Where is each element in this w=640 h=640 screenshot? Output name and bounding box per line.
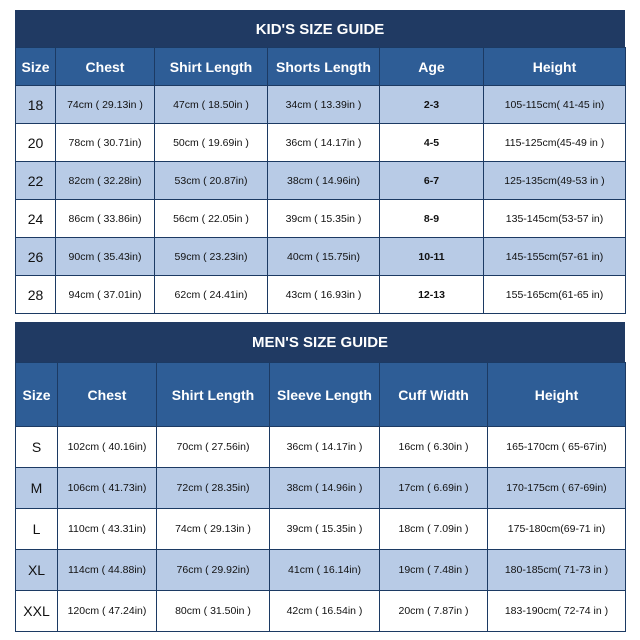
table-row [16, 468, 626, 509]
size-cell: 18 [16, 86, 56, 124]
height-cell: 135-145cm(53-57 in) [484, 200, 626, 238]
chest-cell: 78cm ( 30.71in) [56, 124, 155, 162]
size-cell: 22 [16, 162, 56, 200]
sleeve-length-cell: 39cm ( 15.35in ) [270, 509, 380, 550]
size-cell: 24 [16, 200, 56, 238]
chest-cell: 74cm ( 29.13in ) [56, 86, 155, 124]
kids-col-chest: Chest [56, 48, 155, 86]
chest-cell: 110cm ( 43.31in) [58, 509, 157, 550]
table-row [16, 86, 626, 124]
cuff-width-cell: 18cm ( 7.09in ) [380, 509, 488, 550]
shorts-length-cell: 40cm ( 15.75in) [268, 238, 380, 276]
mens-col-cuff-width: Cuff Width [380, 363, 488, 427]
size-cell: 28 [16, 276, 56, 314]
age-cell: 8-9 [380, 200, 484, 238]
shorts-length-cell: 36cm ( 14.17in ) [268, 124, 380, 162]
height-cell: 125-135cm(49-53 in ) [484, 162, 626, 200]
shorts-length-cell: 34cm ( 13.39in ) [268, 86, 380, 124]
mens-col-height: Height [488, 363, 626, 427]
mens-col-sleeve-length: Sleeve Length [270, 363, 380, 427]
chest-cell: 94cm ( 37.01in) [56, 276, 155, 314]
cuff-width-cell: 16cm ( 6.30in ) [380, 427, 488, 468]
mens-header-row [16, 363, 626, 427]
age-cell: 2-3 [380, 86, 484, 124]
shirt-length-cell: 62cm ( 24.41in) [155, 276, 268, 314]
mens-col-shirt-length: Shirt Length [157, 363, 270, 427]
mens-col-size: Size [16, 363, 58, 427]
shirt-length-cell: 47cm ( 18.50in ) [155, 86, 268, 124]
kids-size-table [15, 47, 626, 314]
shirt-length-cell: 70cm ( 27.56in) [157, 427, 270, 468]
kids-col-height: Height [484, 48, 626, 86]
table-row [16, 276, 626, 314]
mens-size-guide [15, 322, 625, 632]
kids-col-size: Size [16, 48, 56, 86]
kids-col-age: Age [380, 48, 484, 86]
sleeve-length-cell: 42cm ( 16.54in ) [270, 591, 380, 632]
mens-col-chest: Chest [58, 363, 157, 427]
table-row [16, 162, 626, 200]
height-cell: 115-125cm(45-49 in ) [484, 124, 626, 162]
height-cell: 105-115cm( 41-45 in) [484, 86, 626, 124]
height-cell: 183-190cm( 72-74 in ) [488, 591, 626, 632]
shirt-length-cell: 56cm ( 22.05in ) [155, 200, 268, 238]
chest-cell: 102cm ( 40.16in) [58, 427, 157, 468]
shirt-length-cell: 59cm ( 23.23in) [155, 238, 268, 276]
chest-cell: 86cm ( 33.86in) [56, 200, 155, 238]
cuff-width-cell: 17cm ( 6.69in ) [380, 468, 488, 509]
shirt-length-cell: 80cm ( 31.50in ) [157, 591, 270, 632]
height-cell: 175-180cm(69-71 in) [488, 509, 626, 550]
chest-cell: 90cm ( 35.43in) [56, 238, 155, 276]
mens-size-table [15, 362, 626, 632]
size-cell: M [16, 468, 58, 509]
size-cell: XL [16, 550, 58, 591]
shorts-length-cell: 43cm ( 16.93in ) [268, 276, 380, 314]
size-cell: 20 [16, 124, 56, 162]
size-cell: 26 [16, 238, 56, 276]
height-cell: 180-185cm( 71-73 in ) [488, 550, 626, 591]
table-row [16, 550, 626, 591]
height-cell: 165-170cm ( 65-67in) [488, 427, 626, 468]
shirt-length-cell: 76cm ( 29.92in) [157, 550, 270, 591]
height-cell: 145-155cm(57-61 in) [484, 238, 626, 276]
height-cell: 170-175cm ( 67-69in) [488, 468, 626, 509]
size-cell: S [16, 427, 58, 468]
chest-cell: 82cm ( 32.28in) [56, 162, 155, 200]
sleeve-length-cell: 36cm ( 14.17in ) [270, 427, 380, 468]
kids-col-shirt-length: Shirt Length [155, 48, 268, 86]
kids-col-shorts-length: Shorts Length [268, 48, 380, 86]
chest-cell: 106cm ( 41.73in) [58, 468, 157, 509]
age-cell: 6-7 [380, 162, 484, 200]
shirt-length-cell: 50cm ( 19.69in ) [155, 124, 268, 162]
size-cell: L [16, 509, 58, 550]
kids-size-guide [15, 10, 625, 314]
shirt-length-cell: 53cm ( 20.87in) [155, 162, 268, 200]
shirt-length-cell: 72cm ( 28.35in) [157, 468, 270, 509]
sleeve-length-cell: 41cm ( 16.14in) [270, 550, 380, 591]
height-cell: 155-165cm(61-65 in) [484, 276, 626, 314]
sleeve-length-cell: 38cm ( 14.96in ) [270, 468, 380, 509]
table-row [16, 591, 626, 632]
table-row [16, 427, 626, 468]
cuff-width-cell: 19cm ( 7.48in ) [380, 550, 488, 591]
age-cell: 4-5 [380, 124, 484, 162]
mens-guide-title: MEN'S SIZE GUIDE [15, 322, 625, 362]
shirt-length-cell: 74cm ( 29.13in ) [157, 509, 270, 550]
kids-header-row [16, 48, 626, 86]
chest-cell: 120cm ( 47.24in) [58, 591, 157, 632]
table-row [16, 509, 626, 550]
chest-cell: 114cm ( 44.88in) [58, 550, 157, 591]
table-row [16, 124, 626, 162]
cuff-width-cell: 20cm ( 7.87in ) [380, 591, 488, 632]
kids-guide-title: KID'S SIZE GUIDE [15, 10, 625, 47]
table-row [16, 238, 626, 276]
age-cell: 10-11 [380, 238, 484, 276]
shorts-length-cell: 39cm ( 15.35in ) [268, 200, 380, 238]
shorts-length-cell: 38cm ( 14.96in) [268, 162, 380, 200]
table-row [16, 200, 626, 238]
size-cell: XXL [16, 591, 58, 632]
age-cell: 12-13 [380, 276, 484, 314]
